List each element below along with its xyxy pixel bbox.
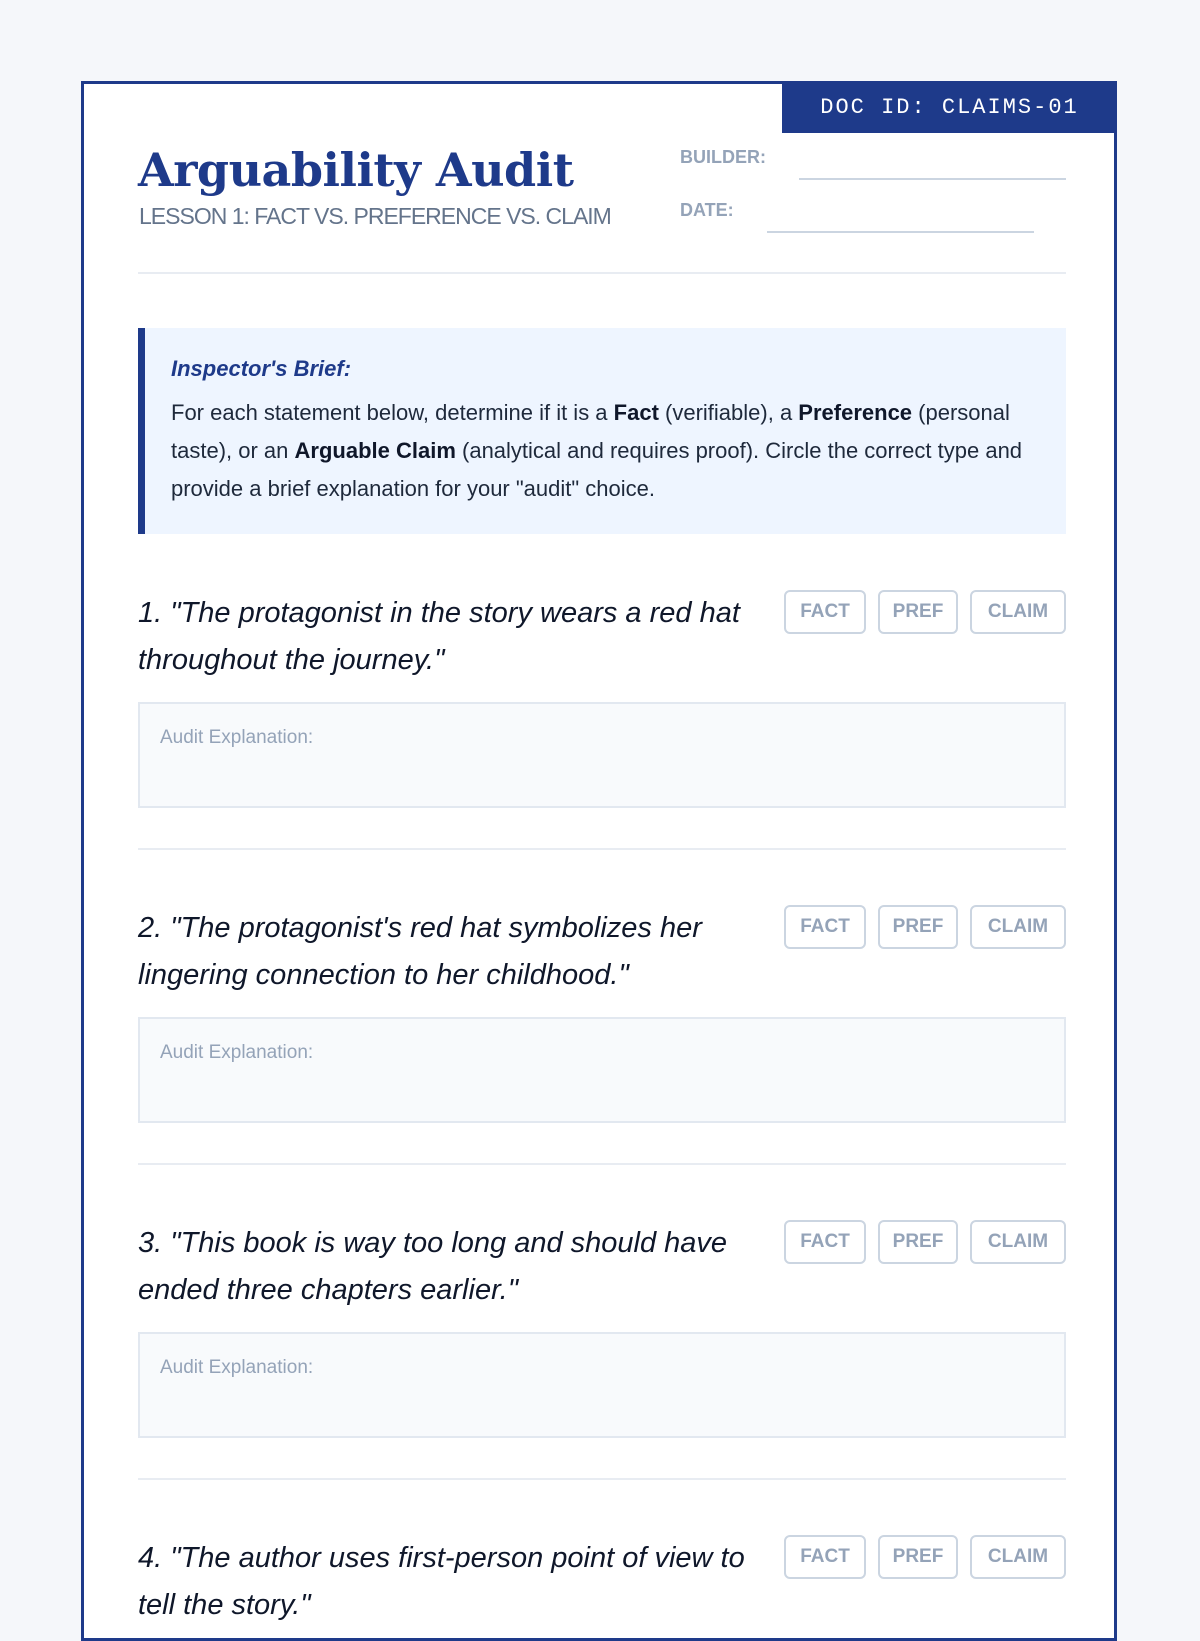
- question-2-fact-button[interactable]: FACT: [784, 905, 866, 949]
- builder-field[interactable]: [799, 178, 1066, 180]
- question-1-type-options: [784, 590, 1066, 634]
- brief-term-claim: Arguable Claim: [294, 438, 456, 463]
- header-divider: [138, 272, 1066, 274]
- question-3-fact-button[interactable]: FACT: [784, 1220, 866, 1264]
- brief-text-part: (personal taste), or an: [171, 400, 1010, 463]
- question-1-pref-button[interactable]: PREF: [878, 590, 958, 634]
- question-2-text: 2. "The protagonist's red hat symbolizes her lingering connection to her childhood.": [138, 912, 702, 991]
- audit-explanation-label: Audit Explanation:: [160, 727, 314, 748]
- brief-title: Inspector's Brief:: [171, 356, 352, 381]
- brief-text-part: (analytical and requires proof). Circle the correct type and provide a brief explanation for your "audit" choice.: [171, 438, 1023, 501]
- question-divider: [138, 1478, 1066, 1480]
- date-label: DATE:: [680, 200, 734, 220]
- page-subtitle: LESSON 1: FACT VS. PREFERENCE VS. CLAIM: [139, 203, 611, 229]
- question-4-pref-button[interactable]: PREF: [878, 1535, 958, 1579]
- audit-explanation-label: Audit Explanation:: [160, 1042, 314, 1063]
- page-title: Arguability Audit: [138, 143, 574, 197]
- date-field[interactable]: [767, 231, 1034, 233]
- question-divider: [138, 1163, 1066, 1165]
- brief-term-fact: Fact: [613, 400, 659, 425]
- question-3-claim-button[interactable]: CLAIM: [970, 1220, 1066, 1264]
- question-1-text: 1. "The protagonist in the story wears a red hat throughout the journey.": [138, 597, 740, 676]
- brief-text-part: For each statement below, determine if it is a: [171, 400, 614, 425]
- question-4-type-options: [784, 1535, 1066, 1579]
- worksheet: [81, 81, 1117, 1641]
- audit-explanation-label: Audit Explanation:: [160, 1357, 314, 1378]
- question-4-fact-button[interactable]: FACT: [784, 1535, 866, 1579]
- question-3-text: 3. "This book is way too long and should have ended three chapters earlier.": [138, 1227, 728, 1306]
- question-1-fact-button[interactable]: FACT: [784, 590, 866, 634]
- question-divider: [138, 848, 1066, 850]
- question-1-explanation-field[interactable]: [138, 702, 1066, 808]
- question-3-explanation-field[interactable]: [138, 1332, 1066, 1438]
- question-4-text: 4. "The author uses first-person point of view to tell the story.": [138, 1542, 745, 1621]
- inspectors-brief: [138, 328, 1066, 534]
- question-2-explanation-field[interactable]: [138, 1017, 1066, 1123]
- question-2-type-options: [784, 905, 1066, 949]
- question-2-claim-button[interactable]: CLAIM: [970, 905, 1066, 949]
- brief-text: [171, 394, 1038, 508]
- builder-label: BUILDER:: [680, 147, 766, 167]
- question-2-pref-button[interactable]: PREF: [878, 905, 958, 949]
- doc-id-badge: DOC ID: CLAIMS-01: [782, 81, 1117, 133]
- question-1-claim-button[interactable]: CLAIM: [970, 590, 1066, 634]
- brief-text-part: (verifiable), a: [658, 400, 799, 425]
- brief-term-preference: Preference: [798, 400, 913, 425]
- question-4-claim-button[interactable]: CLAIM: [970, 1535, 1066, 1579]
- question-3-pref-button[interactable]: PREF: [878, 1220, 958, 1264]
- question-3-type-options: [784, 1220, 1066, 1264]
